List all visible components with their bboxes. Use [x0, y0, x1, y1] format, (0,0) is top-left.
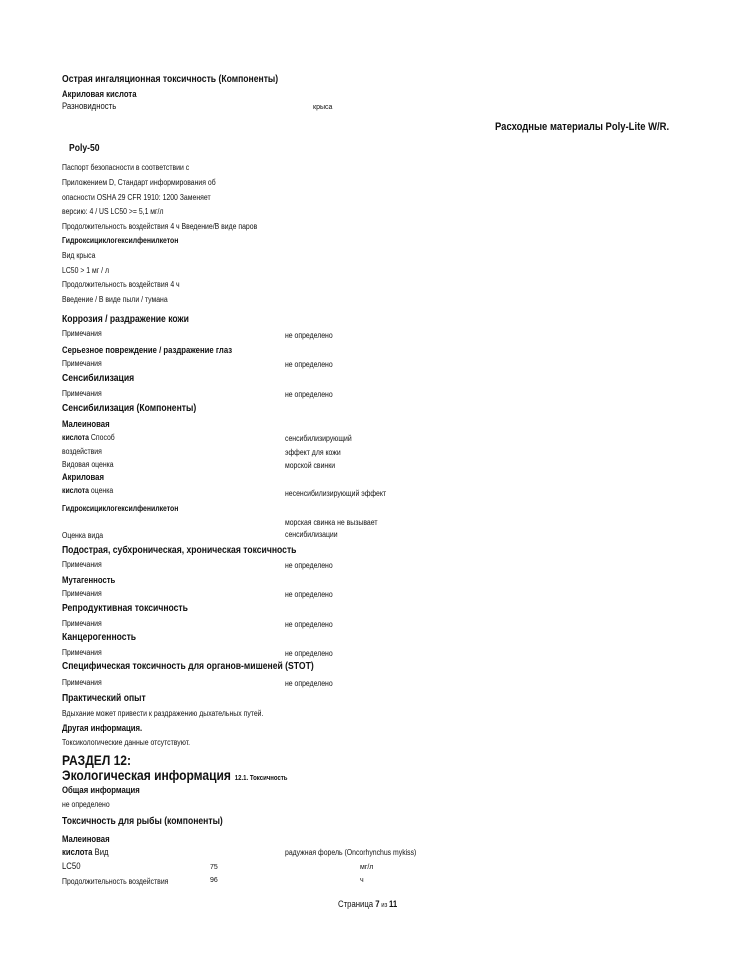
sens-maleic-value-3: морской свинки — [285, 461, 336, 470]
sens-acrylic-eval: оценка — [89, 486, 114, 495]
carcin-value: не определено — [285, 649, 333, 658]
repro-heading: Репродуктивная токсичность — [62, 603, 188, 614]
section12-number: РАЗДЕЛ 12: — [62, 752, 132, 768]
section12-title: Экологическая информация — [62, 767, 231, 783]
practical-text: Вдыхание может привести к раздражению дыхательных путей. — [62, 709, 264, 718]
poly50-line-8: Продолжительность воздействия 4 ч — [62, 280, 180, 289]
sens-hcpk-value-2: сенсибилизации — [285, 530, 338, 539]
other-text: Токсикологические данные отсутствуют. — [62, 738, 191, 747]
sens-maleic-species-eval: Видовая оценка — [62, 460, 114, 469]
section12-title-row — [62, 767, 288, 785]
general-text: не определено — [62, 800, 110, 809]
fish-maleic-name: Малеиновая — [62, 834, 110, 844]
sens-maleic-exposure: воздействия — [62, 447, 102, 456]
fish-heading: Токсичность для рыбы (компоненты) — [62, 816, 223, 827]
mutagen-heading: Мутагенность — [62, 575, 116, 585]
eye-heading: Серьезное повреждение / раздражение глаз — [62, 345, 233, 355]
skin-value: не определено — [285, 331, 333, 340]
fish-species-label: Вид — [92, 847, 109, 857]
page-footer — [338, 899, 397, 910]
stot-heading: Специфическая токсичность для органов-мишеней (STOT) — [62, 661, 314, 672]
poly50-line-1: Паспорт безопасности в соответствии с — [62, 163, 190, 172]
stot-label: Примечания — [62, 678, 102, 687]
carcin-label: Примечания — [62, 648, 102, 657]
fish-duration-unit: ч — [360, 877, 364, 884]
footer-page: 7 — [375, 899, 380, 909]
sens-maleic-method: Способ — [89, 433, 115, 442]
sens-maleic-row — [62, 433, 115, 442]
sens-label: Примечания — [62, 389, 102, 398]
sens-acrylic-value: несенсибилизирующий эффект — [285, 489, 387, 498]
poly50-line-6: Вид крыса — [62, 251, 96, 260]
sens-acrylic-acid-bold: кислота — [62, 486, 90, 495]
sens-acrylic-name: Акриловая — [62, 472, 104, 482]
footer-prefix: Страница — [338, 899, 376, 909]
sens-acrylic-row — [62, 486, 113, 495]
fish-lc50-unit: мг/л — [360, 864, 374, 871]
mutagen-label: Примечания — [62, 589, 102, 598]
fish-duration-label: Продолжительность воздействия — [62, 877, 169, 886]
eye-value: не определено — [285, 360, 333, 369]
poly50-line-5: Продолжительность воздействия 4 ч Введение/В виде паров — [62, 222, 258, 231]
acrylic-acid-label: Акриловая кислота — [62, 89, 137, 99]
sens-value: не определено — [285, 390, 333, 399]
general-heading: Общая информация — [62, 785, 140, 795]
sens-hcpk-label: Оценка вида — [62, 531, 104, 540]
species-value: крыса — [313, 104, 333, 111]
subacute-heading: Подострая, субхроническая, хроническая токсичность — [62, 545, 297, 556]
practical-heading: Практический опыт — [62, 693, 146, 704]
repro-value: не определено — [285, 620, 333, 629]
skin-heading: Коррозия / раздражение кожи — [62, 314, 189, 325]
fish-lc50-value: 75 — [210, 864, 218, 871]
fish-maleic-acid-bold: кислота — [62, 847, 93, 857]
poly50-line-4: версию: 4 / US LC50 >= 5,1 мг/л — [62, 207, 164, 216]
mutagen-value: не определено — [285, 590, 333, 599]
sens-comp-heading: Сенсибилизация (Компоненты) — [62, 403, 197, 414]
fish-duration-value: 96 — [210, 877, 218, 884]
sens-maleic-name: Малеиновая — [62, 419, 110, 429]
other-heading: Другая информация. — [62, 723, 143, 733]
fish-species-value: радужная форель (Oncorhynchus mykiss) — [285, 848, 417, 857]
poly50-line-2: Приложением D, Стандарт информирования об — [62, 178, 216, 187]
stot-value: не определено — [285, 679, 333, 688]
fish-maleic-row — [62, 847, 109, 857]
carcin-heading: Канцерогенность — [62, 632, 137, 643]
sens-hcpk-value-1: морская свинка не вызывает — [285, 518, 378, 527]
fish-lc50-label: LC50 — [62, 861, 81, 871]
sens-maleic-value-2: эффект для кожи — [285, 448, 341, 457]
section12-subsection: 12.1. Токсичность — [234, 775, 288, 782]
sens-maleic-value-1: сенсибилизирующий — [285, 434, 352, 443]
skin-label: Примечания — [62, 329, 102, 338]
sens-heading: Сенсибилизация — [62, 373, 135, 384]
footer-total: 11 — [389, 899, 398, 909]
species-label: Разновидность — [62, 101, 117, 111]
repro-label: Примечания — [62, 619, 102, 628]
sens-hcpk-name: Гидроксициклогексилфенилкетон — [62, 504, 179, 513]
document-title: Расходные материалы Poly-Lite W/R. — [495, 121, 670, 133]
poly50-title: Poly-50 — [69, 143, 100, 154]
poly50-line-7: LC50 > 1 мг / л — [62, 266, 110, 275]
acute-components-heading: Острая ингаляционная токсичность (Компоненты) — [62, 74, 279, 85]
footer-of: из — [379, 902, 390, 909]
subacute-value: не определено — [285, 561, 333, 570]
poly50-line-9: Введение / В виде пыли / тумана — [62, 295, 168, 304]
hcpk-substance: Гидроксициклогексилфенилкетон — [62, 236, 179, 245]
eye-label: Примечания — [62, 359, 102, 368]
poly50-line-3: опасности OSHA 29 CFR 1910: 1200 Заменяет — [62, 193, 211, 202]
subacute-label: Примечания — [62, 560, 102, 569]
sens-maleic-acid-bold: кислота — [62, 433, 90, 442]
